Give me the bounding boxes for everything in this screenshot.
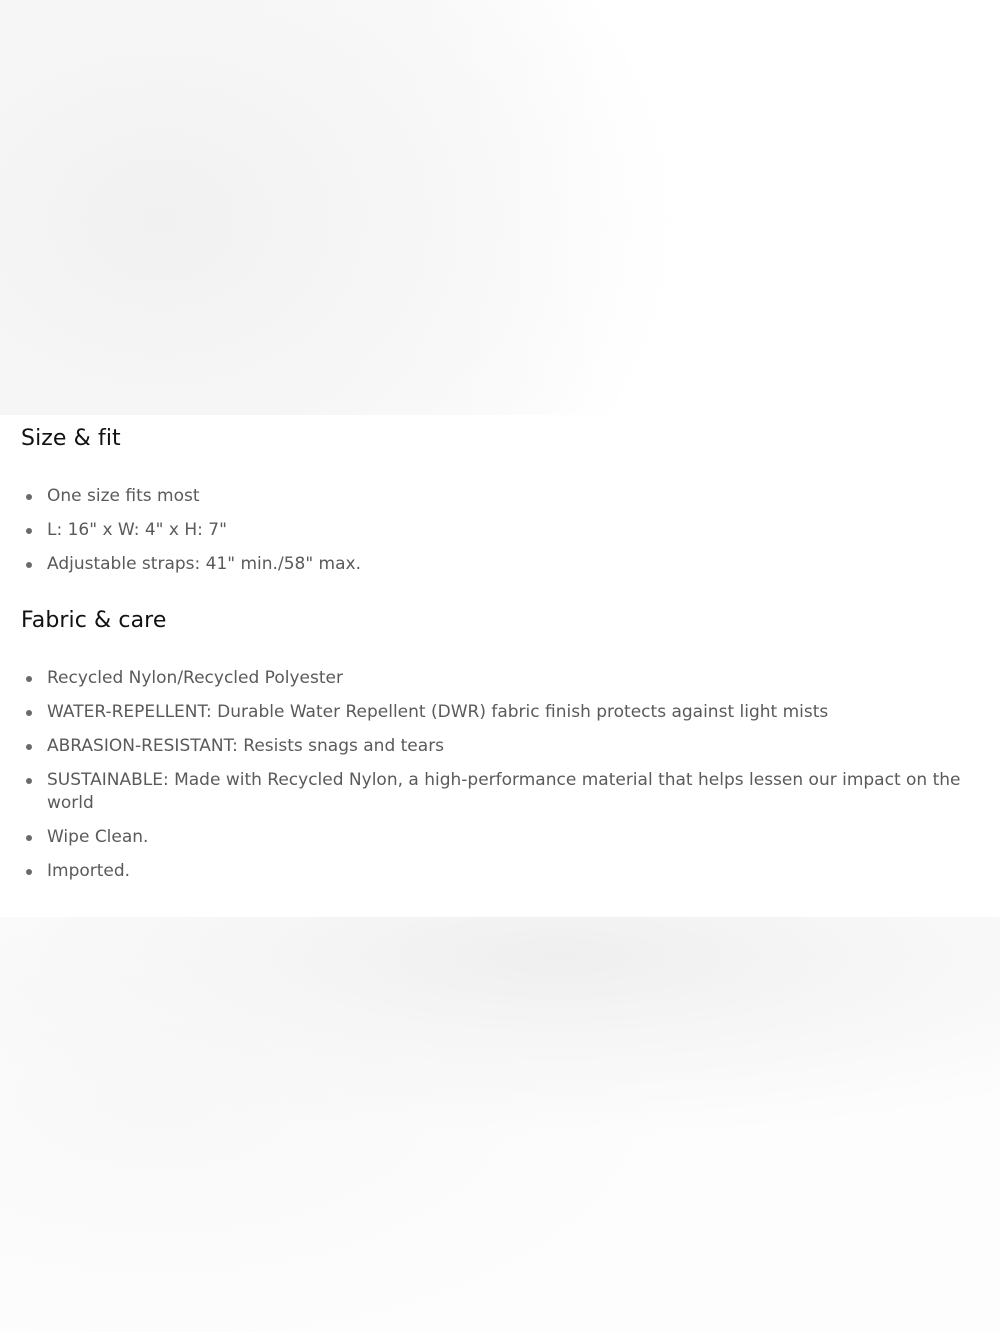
list-item: SUSTAINABLE: Made with Recycled Nylon, a high-performance material that helps lessen our impact on the world <box>0 769 1000 815</box>
list-item: Wipe Clean. <box>0 826 1000 849</box>
product-image-bottom <box>0 917 1000 1332</box>
product-image-top <box>0 0 1000 415</box>
list-item: Recycled Nylon/Recycled Polyester <box>0 667 1000 690</box>
fabric-care-list <box>0 667 1000 894</box>
fabric-care-heading: Fabric & care <box>21 608 167 633</box>
size-fit-heading: Size & fit <box>21 426 121 451</box>
product-details-panel <box>0 415 1000 917</box>
list-item: Imported. <box>0 860 1000 883</box>
list-item: One size fits most <box>0 485 1000 508</box>
list-item: L: 16" x W: 4" x H: 7" <box>0 519 1000 542</box>
list-item: WATER-REPELLENT: Durable Water Repellent (DWR) fabric finish protects against light mists <box>0 701 1000 724</box>
list-item: Adjustable straps: 41" min./58" max. <box>0 553 1000 576</box>
size-fit-list <box>0 485 1000 587</box>
list-item: ABRASION-RESISTANT: Resists snags and tears <box>0 735 1000 758</box>
